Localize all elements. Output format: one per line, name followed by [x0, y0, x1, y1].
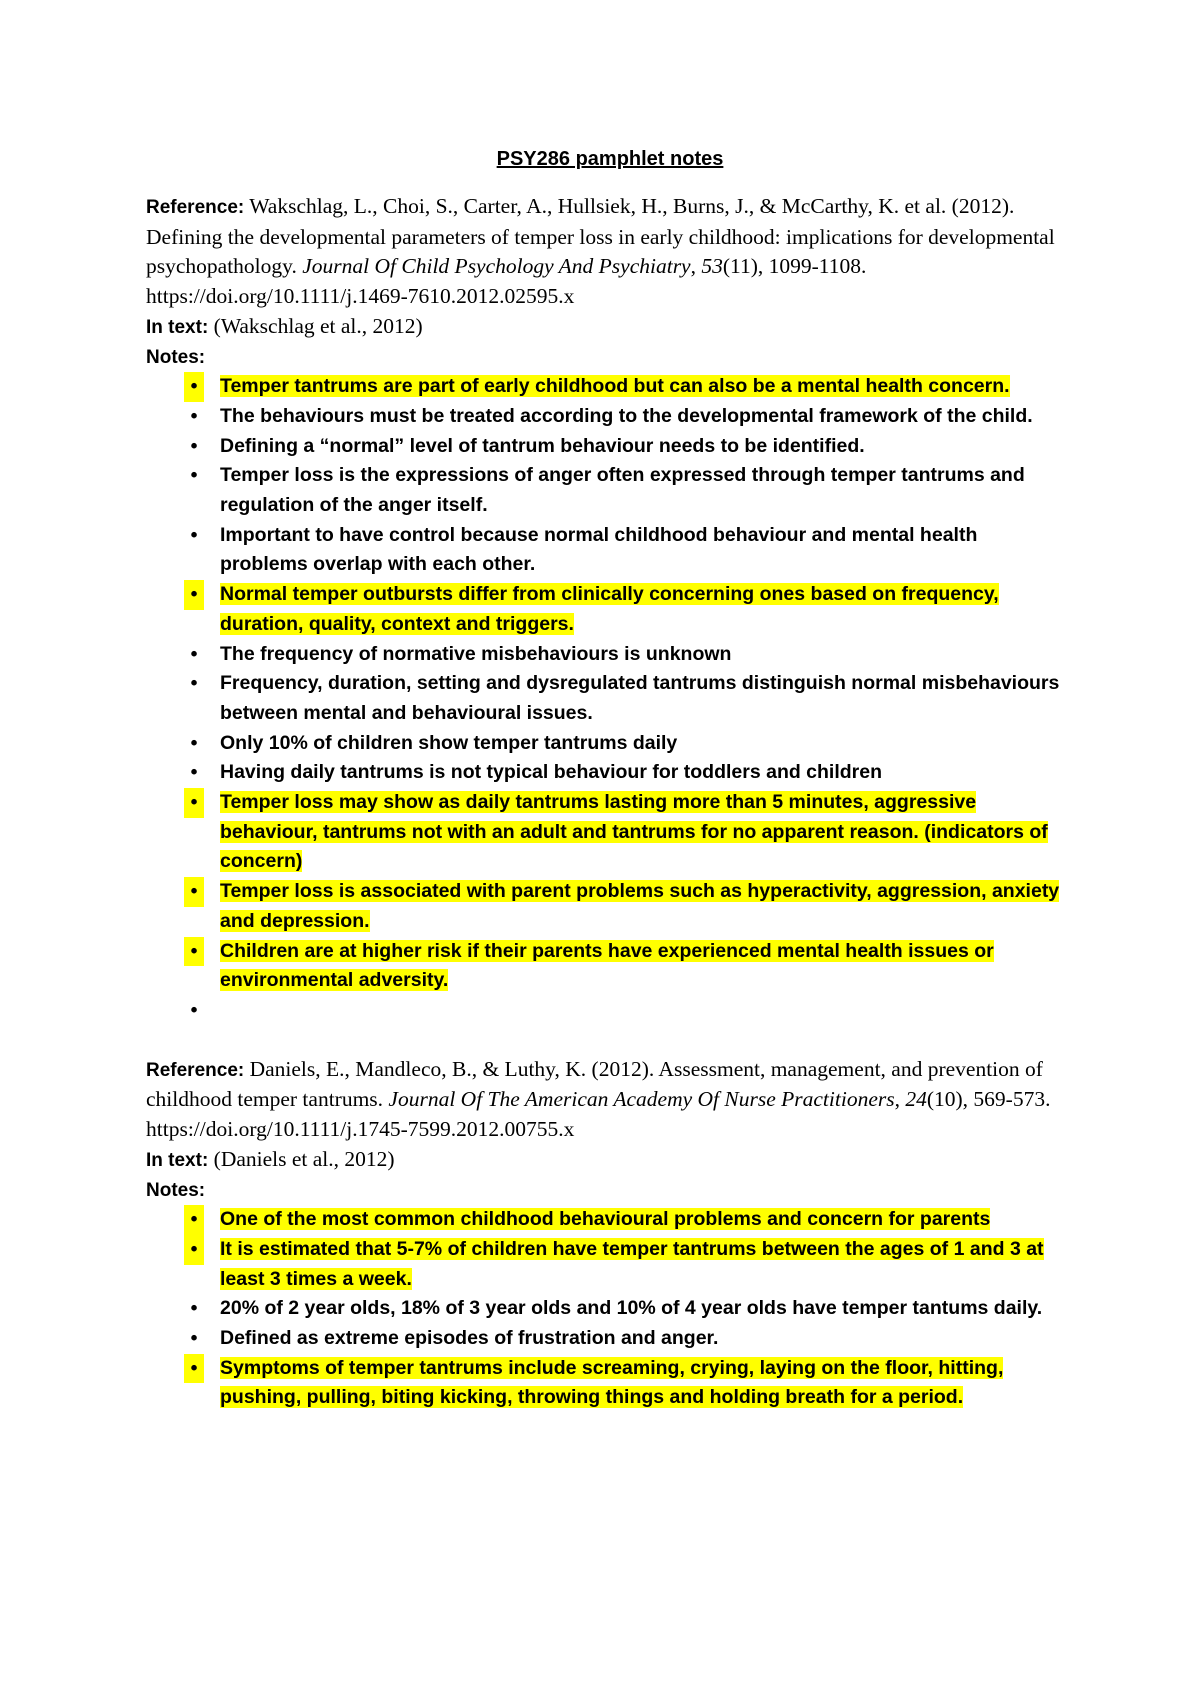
notes-list	[146, 1205, 1066, 1413]
bullet-icon: •	[184, 1235, 204, 1265]
note-text: The behaviours must be treated according to the developmental framework of the child.	[220, 404, 1033, 427]
intext-label: In text:	[146, 316, 209, 338]
note-text: It is estimated that 5-7% of children have temper tantrums between the ages of 1 and 3 at least 3 times a week.	[220, 1237, 1044, 1290]
note-text: Temper tantrums are part of early childhood but can also be a mental health concern.	[220, 375, 1010, 398]
bullet-icon: •	[190, 998, 198, 1021]
reference-block-1	[146, 192, 1066, 1026]
note-item	[146, 640, 1066, 670]
note-item	[146, 580, 1066, 639]
note-text: Symptoms of temper tantrums include screaming, crying, laying on the floor, hitting, pushing, pulling, biting kicking, throwing things and holding breath for a period.	[220, 1356, 1004, 1409]
reference-citation: Reference: Daniels, E., Mandleco, B., & Luthy, K. (2012). Assessment, management, and prevention of childhood temper tantrums. Journal Of The American Academy Of Nurse Practitioners, 24(10), 569-573. https://doi.org/10.1111/j.1745-7599.2012.00755.x	[146, 1056, 1051, 1142]
note-text: Temper loss is the expressions of anger often expressed through temper tantrums and regulation of the anger itself.	[220, 464, 1025, 517]
reference-label: Reference:	[146, 197, 245, 218]
note-item	[146, 1354, 1066, 1413]
reference-citation: Reference: Wakschlag, L., Choi, S., Carter, A., Hullsiek, H., Burns, J., & McCarthy, K. et al. (2012). Defining the developmental parameters of temper loss in early childhood: implications for developmental psychopathology. Journal Of Child Psychology And Psychiatry, 53(11), 1099-1108. https://doi.org/10.1111/j.1469-7610.2012.02595.x	[146, 194, 1055, 309]
reference-block-2	[146, 1055, 1066, 1413]
note-item	[146, 1235, 1066, 1294]
note-item	[146, 669, 1066, 728]
note-item	[146, 1324, 1066, 1354]
note-text: One of the most common childhood behavioural problems and concern for parents	[220, 1208, 991, 1231]
notes-label: Notes:	[146, 346, 206, 368]
note-text: Frequency, duration, setting and dysregulated tantrums distinguish normal misbehaviours between mental and behavioural issues.	[220, 672, 1060, 724]
journal-name: Journal Of The American Academy Of Nurse Practitioners	[388, 1087, 895, 1112]
journal-volume: 53	[701, 254, 723, 279]
citation-tail: (10), 569-573. https://doi.org/10.1111/j.1745-7599.2012.00755.x	[146, 1087, 1051, 1142]
note-item	[146, 729, 1066, 759]
intext-value: (Wakschlag et al., 2012)	[213, 313, 423, 338]
section-spacer	[146, 1026, 1066, 1055]
bullet-icon: •	[190, 523, 198, 546]
bullet-icon: •	[190, 1327, 198, 1350]
bullet-icon: •	[184, 788, 204, 818]
note-item	[146, 1294, 1066, 1324]
note-text: Defining a “normal” level of tantrum behaviour needs to be identified.	[220, 434, 865, 457]
note-item	[146, 758, 1066, 788]
bullet-icon: •	[190, 1297, 198, 1320]
note-text: Children are at higher risk if their parents have experienced mental health issues or environmental adversity.	[220, 939, 994, 992]
intext-value: (Daniels et al., 2012)	[213, 1146, 395, 1171]
citation-tail: (11), 1099-1108. https://doi.org/10.1111/j.1469-7610.2012.02595.x	[146, 254, 867, 309]
notes-label: Notes:	[146, 1179, 206, 1201]
note-text: Defined as extreme episodes of frustration and anger.	[220, 1327, 719, 1350]
bullet-icon: •	[184, 937, 204, 967]
bullet-icon: •	[184, 372, 204, 402]
note-text: Having daily tantrums is not typical behaviour for toddlers and children	[220, 761, 883, 784]
page-title: PSY286 pamphlet notes	[496, 148, 724, 170]
note-item	[146, 877, 1066, 936]
note-item	[146, 372, 1066, 402]
reference-label: Reference:	[146, 1059, 245, 1081]
note-item	[146, 521, 1066, 580]
bullet-icon: •	[184, 1354, 204, 1384]
note-item	[146, 788, 1066, 877]
citation-text: Wakschlag, L., Choi, S., Carter, A., Hullsiek, H., Burns, J., & McCarthy, K. et al. (2012). Defining the developmental parameters of temper loss in early childhood: implications for developmental psychopathology.	[146, 194, 1055, 279]
note-text: Important to have control because normal childhood behaviour and mental health problems overlap with each other.	[220, 523, 978, 576]
journal-name: Journal Of Child Psychology And Psychiatry	[302, 254, 691, 279]
bullet-icon: •	[190, 434, 198, 457]
bullet-icon: •	[184, 877, 204, 907]
bullet-icon: •	[190, 464, 198, 487]
bullet-icon: •	[184, 1205, 204, 1235]
note-text: Temper loss may show as daily tantrums lasting more than 5 minutes, aggressive behaviour, tantrums not with an adult and tantrums for no apparent reason. (indicators of concern)	[220, 791, 1048, 873]
note-text: Temper loss is associated with parent problems such as hyperactivity, aggression, anxiety and depression.	[220, 880, 1060, 932]
bullet-icon: •	[184, 580, 204, 610]
notes-list	[146, 372, 1066, 1025]
bullet-icon: •	[190, 404, 198, 427]
citation-text: Daniels, E., Mandleco, B., & Luthy, K. (2012). Assessment, management, and prevention of childhood temper tantrums.	[146, 1056, 1043, 1112]
bullet-icon: •	[190, 761, 198, 784]
bullet-icon: •	[190, 672, 198, 695]
note-item	[146, 937, 1066, 996]
bullet-icon: •	[190, 731, 198, 754]
journal-volume: 24	[905, 1087, 927, 1112]
document-page	[146, 144, 1066, 1413]
note-item	[146, 996, 1066, 1026]
intext-citation	[146, 312, 1066, 343]
note-item	[146, 461, 1066, 520]
note-text: Normal temper outbursts differ from clinically concerning ones based on frequency, duration, quality, context and triggers.	[220, 583, 999, 635]
note-text: 20% of 2 year olds, 18% of 3 year olds and 10% of 4 year olds have temper tantums daily.	[220, 1297, 1043, 1320]
note-item	[146, 1205, 1066, 1235]
note-text: Only 10% of children show temper tantrums daily	[220, 731, 678, 754]
bullet-icon: •	[190, 642, 198, 665]
note-item	[146, 402, 1066, 432]
intext-citation	[146, 1145, 1066, 1176]
note-text: The frequency of normative misbehaviours is unknown	[220, 642, 732, 665]
intext-label: In text:	[146, 1149, 209, 1171]
note-item	[146, 432, 1066, 462]
